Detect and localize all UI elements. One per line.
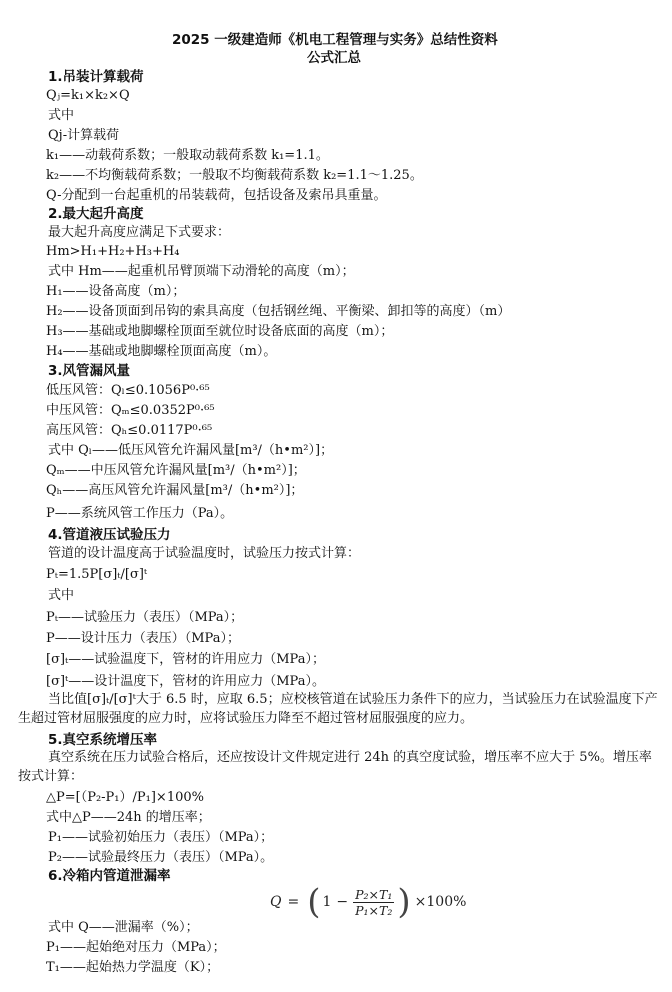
text-line: H₂——设备顶面到吊钩的索具高度（包括钢丝绳、平衡梁、卸扣等的高度）（m） [46, 304, 511, 319]
formula-one: 1 [322, 894, 332, 910]
text-line: Pₜ——试验压力（表压）（MPa）； [46, 610, 244, 625]
leak-rate-formula [270, 881, 466, 923]
formula-line: 高压风管：Qₕ≤0.0117P⁰·⁶⁵ [46, 423, 213, 438]
paren-open: ( [307, 882, 321, 922]
text-line: Qₕ——高压风管允许漏风量[m³/（h•m²）]； [46, 483, 304, 498]
section-heading: 1.吊装计算载荷 [48, 69, 144, 85]
text-line: 式中 [48, 588, 75, 603]
formula-lhs: Q [270, 894, 282, 910]
text-line: 最大起升高度应满足下式要求： [48, 225, 231, 240]
text-line: P——设计压力（表压）（MPa）； [46, 631, 240, 646]
formula-tail: ×100% [414, 894, 467, 910]
document-subtitle: 公式汇总 [307, 50, 361, 66]
text-line: 式中 [48, 108, 75, 123]
fraction-denominator: P₁×T₂ [355, 902, 393, 918]
formula-line: Hm>H₁+H₂+H₃+H₄ [46, 244, 180, 259]
text-line: 式中 Q——泄漏率（%）； [48, 920, 199, 935]
formula-line: 中压风管：Qₘ≤0.0352P⁰·⁶⁵ [46, 403, 215, 418]
fraction-numerator: P₂×T₁ [355, 886, 393, 902]
text-line: H₁——设备高度（m）； [46, 284, 186, 299]
text-line: Q-分配到一台起重机的吊装载荷，包括设备及索吊具重量。 [46, 188, 387, 203]
text-line: 式中 Qₗ——低压风管允许漏风量[m³/（h•m²）]； [48, 443, 334, 458]
text-line: Qj-计算载荷 [48, 128, 120, 143]
section-heading: 4.管道液压试验压力 [48, 527, 171, 543]
section-heading: 5.真空系统增压率 [48, 732, 158, 748]
section-heading: 2.最大起升高度 [48, 206, 144, 222]
text-line: 式中 Hm——起重机吊臂顶端下动滑轮的高度（m）； [48, 264, 355, 279]
text-line: T₁——起始热力学温度（K）； [46, 960, 220, 975]
formula-fraction [353, 887, 394, 918]
formula-line: 低压风管：Qₗ≤0.1056P⁰·⁶⁵ [46, 383, 210, 398]
text-line: 管道的设计温度高于试验温度时，试验压力按式计算： [48, 546, 361, 561]
text-line: H₄——基础或地脚螺栓顶面高度（m）。 [46, 344, 277, 359]
section-heading: 3.风管漏风量 [48, 363, 131, 379]
formula-line: Pₜ=1.5P[σ]ₜ/[σ]ᵗ [46, 567, 148, 582]
formula-line: Qⱼ=k₁×k₂×Q [46, 88, 130, 103]
paren-close: ) [397, 882, 411, 922]
formula-line: △P=[（P₂-P₁）/P₁]×100% [46, 790, 204, 805]
text-line: P₂——试验最终压力（表压）（MPa）。 [48, 850, 274, 865]
text-line: [σ]ᵗ——设计温度下，管材的许用应力（MPa）。 [46, 674, 325, 689]
text-line: [σ]ₜ——试验温度下，管材的许用应力（MPa）； [46, 652, 325, 667]
formula-minus: − [336, 894, 349, 910]
text-line: k₂——不均衡载荷系数；一般取不均衡载荷系数 k₂=1.1～1.25。 [46, 168, 423, 183]
paragraph: 真空系统在压力试验合格后，还应按设计文件规定进行 24h 的真空度试验，增压率不应大于 5%。增压率按式计算： [18, 750, 652, 784]
text-line: P₁——试验初始压力（表压）（MPa）； [48, 830, 274, 845]
text-line: 式中△P——24h 的增压率； [46, 810, 211, 825]
text-line: Qₘ——中压风管允许漏风量[m³/（h•m²）]； [46, 463, 306, 478]
text-line: k₁——动载荷系数；一般取动载荷系数 k₁=1.1。 [46, 148, 329, 163]
section-heading: 6.冷箱内管道泄漏率 [48, 868, 171, 884]
text-line: P——系统风管工作压力（Pa）。 [46, 506, 234, 521]
text-line: P₁——起始绝对压力（MPa）； [46, 940, 226, 955]
formula-equals: = [287, 894, 300, 910]
paragraph: 当比值[σ]ₜ/[σ]ᵗ大于 6.5 时，应取 6.5；应校核管道在试验压力条件下的应力，当试验压力在试验温度下产生超过管材屈服强度的应力时，应将试验压力降至不超过管材屈服强度的应力。 [18, 692, 658, 726]
document-title: 2025 一级建造师《机电工程管理与实务》总结性资料 [172, 32, 498, 48]
text-line: H₃——基础或地脚螺栓顶面至就位时设备底面的高度（m）； [46, 324, 394, 339]
